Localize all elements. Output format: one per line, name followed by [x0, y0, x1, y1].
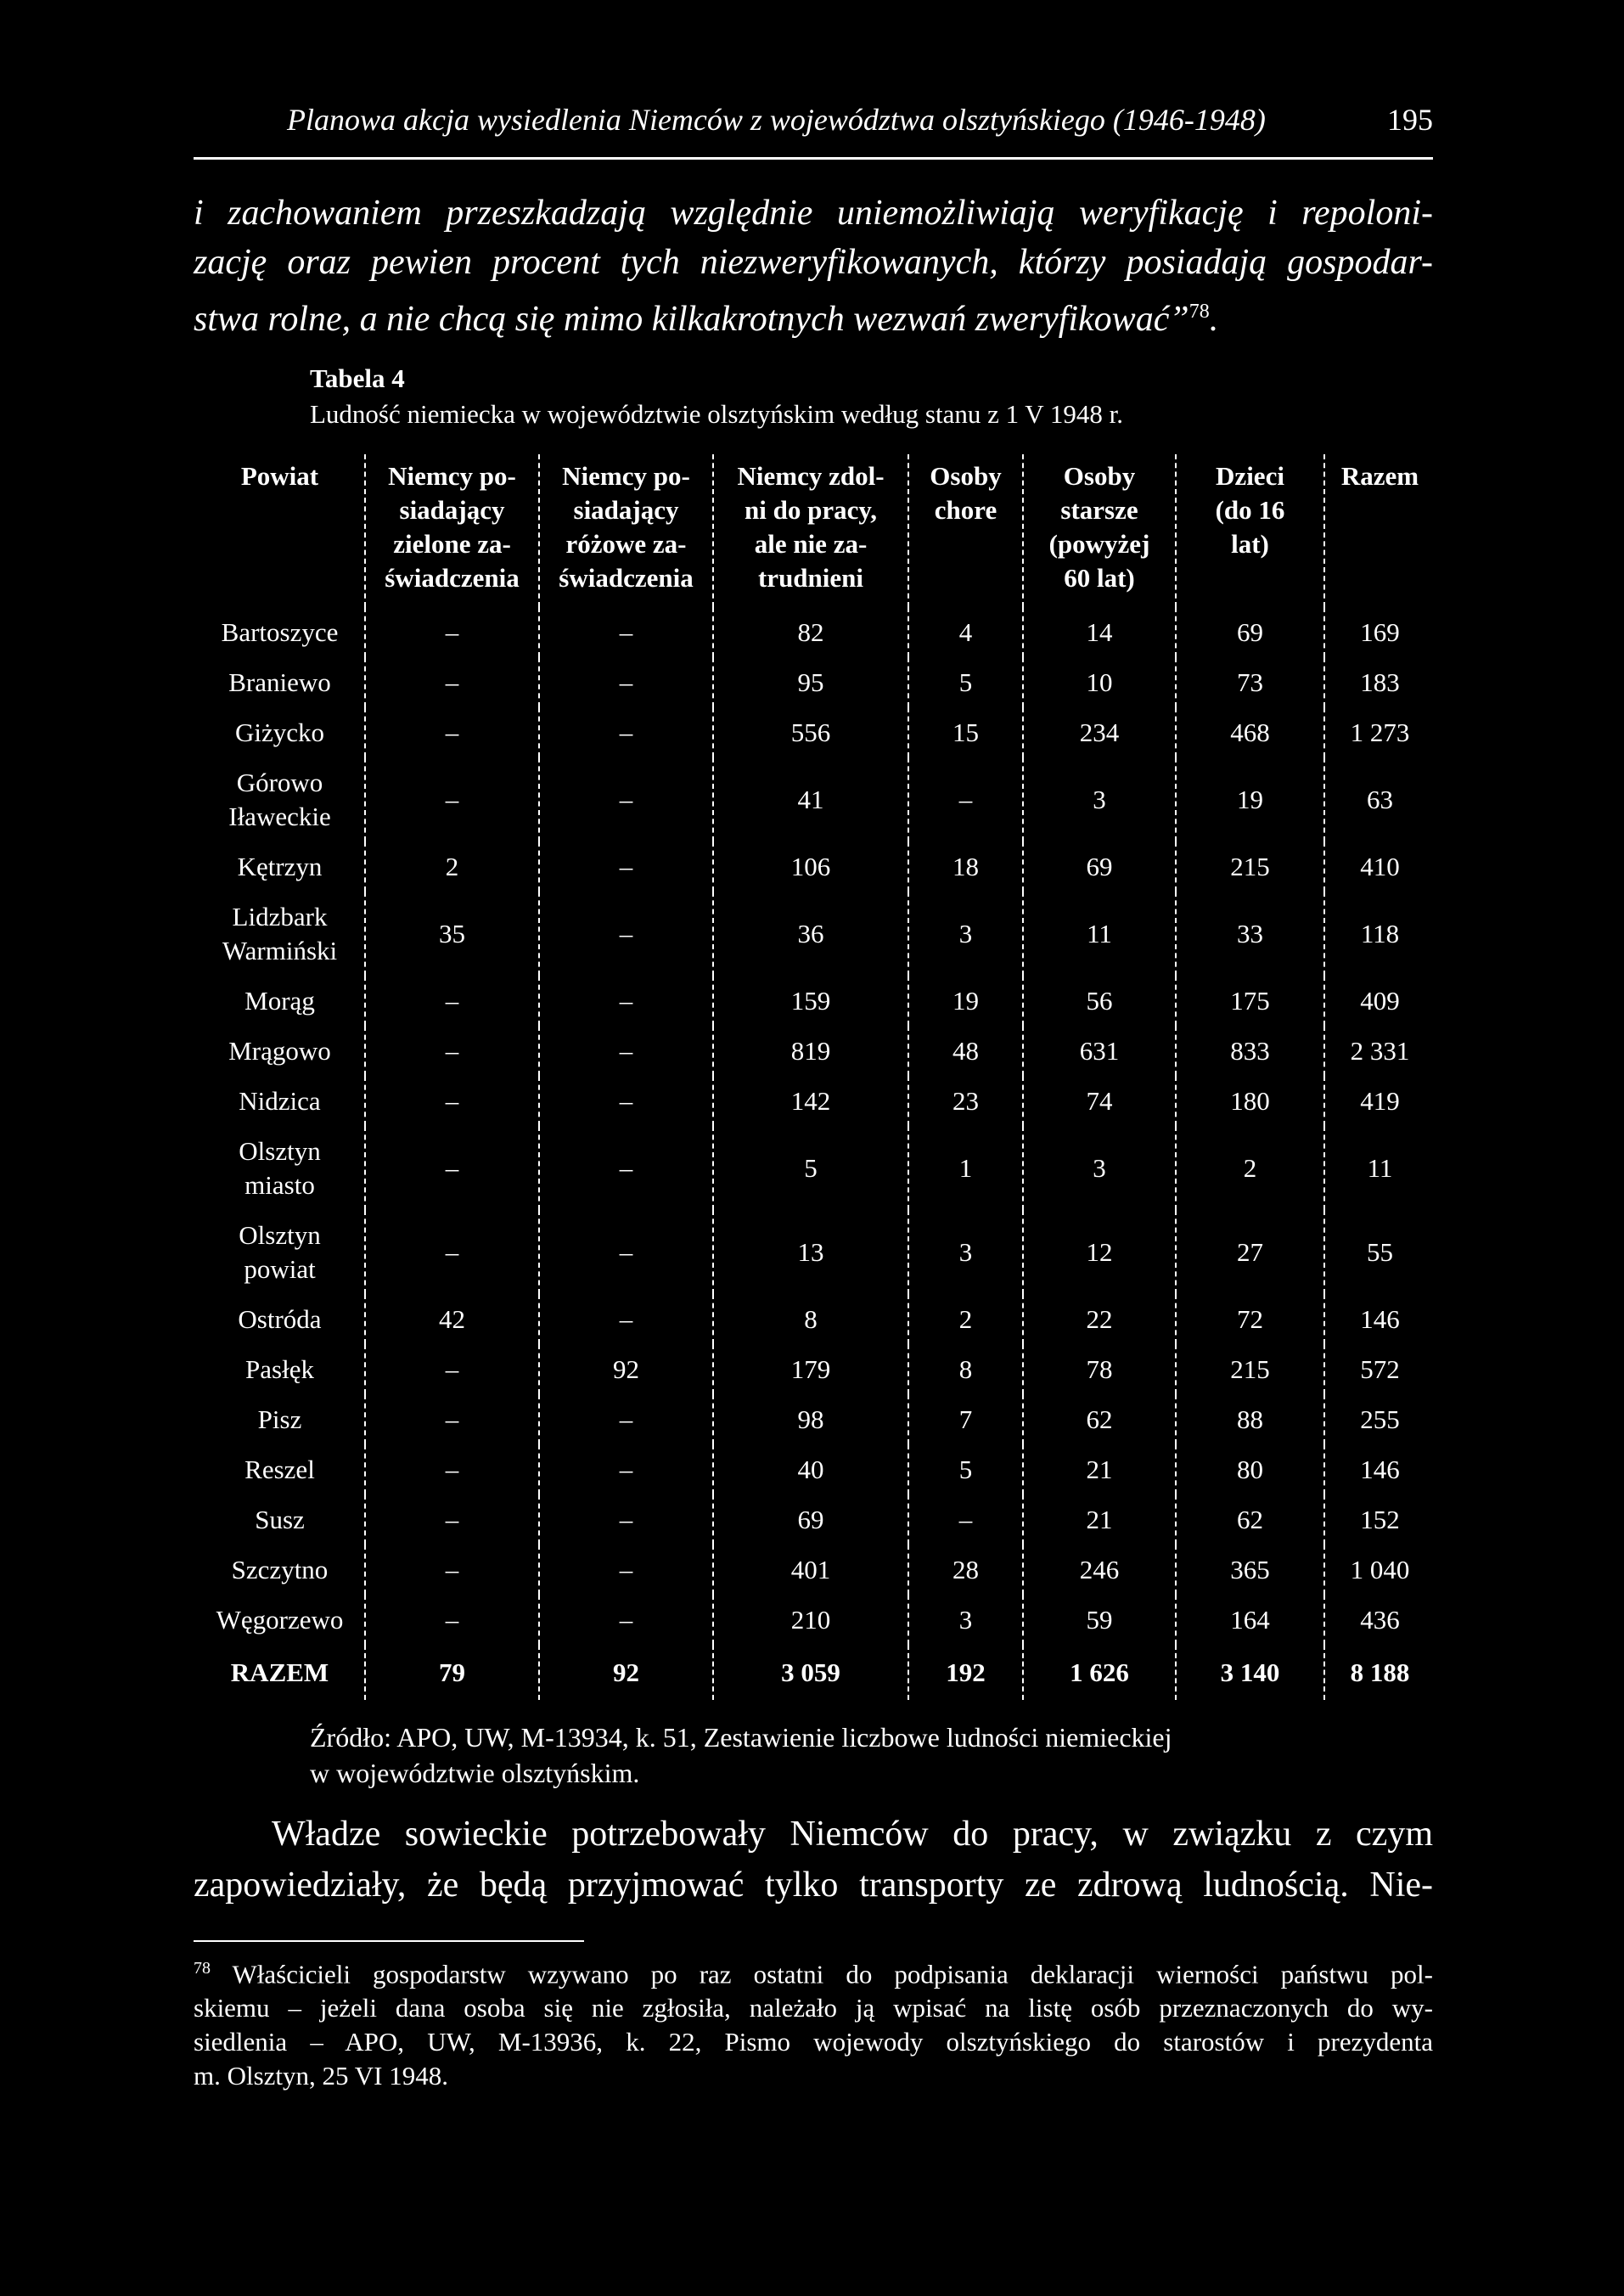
table-cell: –: [908, 757, 1023, 841]
table-row: [195, 1076, 1435, 1126]
table-cell: 80: [1176, 1444, 1324, 1494]
column-header-line: Niemcy po-: [388, 461, 516, 491]
page-number: 195: [1387, 103, 1433, 137]
column-header-line: Niemcy po-: [562, 461, 690, 491]
table-cell: 152: [1324, 1494, 1435, 1545]
footnote-text: Właścicieli gospodarstw wzywano po raz ostatni do podpisania deklaracji wierności państwu pol-: [232, 1959, 1433, 1989]
table-cell: –: [539, 892, 713, 976]
table-cell: –: [539, 757, 713, 841]
table-cell: 21: [1023, 1444, 1176, 1494]
column-header-line: (powyżej: [1048, 529, 1150, 559]
district-name: [195, 892, 365, 976]
table-cell: 92: [539, 1344, 713, 1394]
table-cell: –: [365, 1026, 539, 1076]
table-cell: –: [908, 1494, 1023, 1545]
district-name: [195, 1210, 365, 1294]
table-cell: –: [365, 1494, 539, 1545]
table-cell: 246: [1023, 1545, 1176, 1595]
table-cell: 10: [1023, 657, 1176, 707]
table-cell: –: [365, 607, 539, 657]
table-cell: –: [365, 657, 539, 707]
table-cell: 2: [365, 841, 539, 892]
column-header: [539, 454, 713, 607]
table-cell: 179: [713, 1344, 908, 1394]
table-cell: 41: [713, 757, 908, 841]
district-name-line: Pasłęk: [245, 1353, 314, 1384]
total-cell: 192: [908, 1645, 1023, 1700]
table-cell: –: [539, 841, 713, 892]
table-cell: 3: [908, 892, 1023, 976]
table-cell: 106: [713, 841, 908, 892]
column-header-line: siadający: [573, 495, 679, 525]
district-name-line: Ostróda: [238, 1303, 322, 1334]
column-header: [713, 454, 908, 607]
total-cell: 3 059: [713, 1645, 908, 1700]
table-cell: 69: [1023, 841, 1176, 892]
intro-line: i zachowaniem przeszkadzają względnie uniemożliwiają weryfikację i repoloni-: [194, 194, 1433, 233]
footnote-line: skiemu – jeżeli dana osoba się nie zgłosiła, należało ją wpisać na listę osób przeznaczonych do wy-: [194, 1993, 1433, 2023]
table-row: [195, 1210, 1435, 1294]
table-cell: 55: [1324, 1210, 1435, 1294]
table-cell: 7: [908, 1394, 1023, 1444]
table-cell: 98: [713, 1394, 908, 1444]
table-cell: 8: [908, 1344, 1023, 1394]
table-cell: 146: [1324, 1444, 1435, 1494]
footnote-rule: [194, 1940, 584, 1942]
column-header-line: Razem: [1340, 461, 1419, 491]
table-cell: –: [539, 976, 713, 1026]
table-cell: 468: [1176, 707, 1324, 757]
footnote-line: m. Olsztyn, 25 VI 1948.: [194, 2061, 448, 2091]
table-row: [195, 1026, 1435, 1076]
district-name: [195, 757, 365, 841]
table-cell: 74: [1023, 1076, 1176, 1126]
table-cell: 146: [1324, 1294, 1435, 1344]
column-header: [1176, 454, 1324, 607]
district-name-line: Braniewo: [228, 667, 331, 697]
district-name-line: Morąg: [244, 985, 315, 1016]
table-cell: 11: [1324, 1126, 1435, 1210]
table-cell: 59: [1023, 1595, 1176, 1645]
column-header-line: (do 16: [1215, 495, 1285, 525]
table-cell: 5: [713, 1126, 908, 1210]
district-name-line: Susz: [255, 1504, 305, 1534]
column-header-line: ale nie za-: [754, 529, 868, 559]
district-name: [195, 1444, 365, 1494]
population-table: [195, 454, 1435, 1700]
footnote: [194, 1951, 1433, 2093]
table-cell: 159: [713, 976, 908, 1026]
table-cell: –: [539, 1026, 713, 1076]
column-header-line: Osoby: [930, 461, 1002, 491]
table-cell: 2 331: [1324, 1026, 1435, 1076]
table-label: Tabela 4: [310, 363, 405, 393]
table-cell: 183: [1324, 657, 1435, 707]
table-row: [195, 657, 1435, 707]
table-cell: 118: [1324, 892, 1435, 976]
column-header: [1324, 454, 1435, 607]
table-cell: 40: [713, 1444, 908, 1494]
district-name-line: Nidzica: [239, 1085, 321, 1116]
total-cell: 92: [539, 1645, 713, 1700]
table-cell: 11: [1023, 892, 1176, 976]
table-cell: –: [365, 757, 539, 841]
table-row: [195, 841, 1435, 892]
column-header: [195, 454, 365, 607]
district-name-line: Górowo: [236, 767, 323, 797]
table-cell: 164: [1176, 1595, 1324, 1645]
table-cell: 33: [1176, 892, 1324, 976]
intro-line-last: [194, 287, 1433, 344]
table-cell: 631: [1023, 1026, 1176, 1076]
table-cell: –: [365, 1126, 539, 1210]
table-cell: –: [365, 1595, 539, 1645]
district-name: [195, 976, 365, 1026]
district-name-line: Olsztyn: [239, 1135, 321, 1166]
table-cell: 572: [1324, 1344, 1435, 1394]
table-cell: 62: [1023, 1394, 1176, 1444]
district-name: [195, 841, 365, 892]
district-name-line: Reszel: [244, 1454, 315, 1484]
district-name: [195, 1494, 365, 1545]
table-cell: 23: [908, 1076, 1023, 1126]
column-header: [365, 454, 539, 607]
total-row: [195, 1645, 1435, 1700]
table-row: [195, 1344, 1435, 1394]
table-cell: 4: [908, 607, 1023, 657]
running-head-title: Planowa akcja wysiedlenia Niemców z województwa olsztyńskiego (1946-1948): [287, 103, 1266, 137]
district-name: [195, 1126, 365, 1210]
table-cell: 5: [908, 1444, 1023, 1494]
column-header-line: lat): [1231, 529, 1269, 559]
column-header-line: ni do pracy,: [745, 495, 877, 525]
table-cell: –: [365, 1394, 539, 1444]
column-header-line: Powiat: [240, 461, 319, 491]
district-name-line: Lidzbark: [232, 901, 328, 931]
table-cell: –: [539, 1294, 713, 1344]
table-cell: 62: [1176, 1494, 1324, 1545]
table-cell: –: [365, 1344, 539, 1394]
footnote-line: siedlenia – APO, UW, M-13936, k. 22, Pismo wojewody olsztyńskiego do starostów i prezydenta: [194, 2027, 1433, 2057]
district-name: [195, 1394, 365, 1444]
table-cell: 3: [908, 1210, 1023, 1294]
table-cell: 3: [1023, 757, 1176, 841]
table-cell: –: [539, 1595, 713, 1645]
total-cell: 79: [365, 1645, 539, 1700]
intro-line-text: stwa rolne, a nie chcą się mimo kilkakrotnych wezwań zweryfikować”: [194, 300, 1189, 339]
column-header: [1023, 454, 1176, 607]
body-line: Władze sowieckie potrzebowały Niemców do pracy, w związku z czym: [272, 1815, 1433, 1854]
total-cell: 1 626: [1023, 1645, 1176, 1700]
table-cell: 36: [713, 892, 908, 976]
table-row: [195, 607, 1435, 657]
district-name-line: miasto: [244, 1169, 315, 1200]
column-header-line: zielone za-: [393, 529, 511, 559]
table-cell: 2: [1176, 1126, 1324, 1210]
table-cell: 2: [908, 1294, 1023, 1344]
district-name-line: powiat: [244, 1253, 316, 1284]
table-caption: [310, 361, 1123, 432]
table-cell: –: [365, 976, 539, 1026]
table-body: [195, 607, 1435, 1700]
table-cell: 19: [908, 976, 1023, 1026]
table-cell: 88: [1176, 1394, 1324, 1444]
table-cell: 5: [908, 657, 1023, 707]
district-name-line: Mrągowo: [228, 1035, 331, 1066]
table-cell: 27: [1176, 1210, 1324, 1294]
table-cell: 410: [1324, 841, 1435, 892]
table-cell: 56: [1023, 976, 1176, 1026]
district-name: [195, 1076, 365, 1126]
table-cell: 175: [1176, 976, 1324, 1026]
column-header-line: siadający: [399, 495, 505, 525]
table-cell: 69: [1176, 607, 1324, 657]
table-cell: –: [365, 1545, 539, 1595]
column-header-line: Osoby: [1063, 461, 1136, 491]
table-cell: 8: [713, 1294, 908, 1344]
table-cell: 409: [1324, 976, 1435, 1026]
district-name-line: Szczytno: [231, 1554, 329, 1584]
table-row: [195, 1444, 1435, 1494]
table-cell: –: [365, 1444, 539, 1494]
table-cell: 419: [1324, 1076, 1435, 1126]
column-header-line: świadczenia: [385, 563, 520, 593]
footnote-number: 78: [194, 1959, 211, 1978]
column-header-line: trudnieni: [757, 563, 864, 593]
district-name-line: Olsztyn: [239, 1219, 321, 1250]
table-cell: –: [539, 1545, 713, 1595]
district-name-line: Kętrzyn: [237, 851, 323, 881]
body-line: zapowiedziały, że będą przyjmować tylko transporty ze zdrową ludnością. Nie-: [194, 1866, 1433, 1905]
running-head: [194, 95, 1433, 146]
table-cell: 19: [1176, 757, 1324, 841]
table-cell: –: [539, 657, 713, 707]
table-cell: 13: [713, 1210, 908, 1294]
table-cell: –: [539, 707, 713, 757]
column-header-line: świadczenia: [559, 563, 694, 593]
total-label: RAZEM: [230, 1657, 329, 1687]
table-cell: –: [539, 1126, 713, 1210]
district-name-line: Bartoszyce: [221, 616, 339, 647]
table-cell: –: [539, 1494, 713, 1545]
table-cell: 63: [1324, 757, 1435, 841]
table-cell: 365: [1176, 1545, 1324, 1595]
body-paragraph: [194, 1809, 1433, 1911]
district-name: [195, 1545, 365, 1595]
table-cell: 436: [1324, 1595, 1435, 1645]
table-cell: 28: [908, 1545, 1023, 1595]
table-cell: 22: [1023, 1294, 1176, 1344]
table-cell: 210: [713, 1595, 908, 1645]
table-cell: 42: [365, 1294, 539, 1344]
table-row: [195, 1394, 1435, 1444]
table-cell: –: [539, 1394, 713, 1444]
district-name: [195, 1026, 365, 1076]
table-cell: –: [539, 1444, 713, 1494]
column-header-line: starsze: [1060, 495, 1138, 525]
district-name: [195, 657, 365, 707]
table-cell: –: [365, 707, 539, 757]
table-cell: –: [539, 1210, 713, 1294]
header-rule: [194, 157, 1433, 160]
source-line: w województwie olsztyńskim.: [310, 1758, 640, 1788]
column-header-line: 60 lat): [1064, 563, 1135, 593]
table-cell: 78: [1023, 1344, 1176, 1394]
table-row: [195, 1595, 1435, 1645]
table-cell: 3: [908, 1595, 1023, 1645]
table-cell: 142: [713, 1076, 908, 1126]
table-cell: –: [539, 1076, 713, 1126]
table-row: [195, 707, 1435, 757]
table-cell: –: [539, 607, 713, 657]
table-cell: 15: [908, 707, 1023, 757]
table-cell: 73: [1176, 657, 1324, 707]
table-cell: 833: [1176, 1026, 1324, 1076]
table-cell: 1 040: [1324, 1545, 1435, 1595]
district-name: [195, 707, 365, 757]
column-header-line: Dzieci: [1216, 461, 1284, 491]
table-cell: 180: [1176, 1076, 1324, 1126]
district-name-line: Węgorzewo: [216, 1604, 344, 1635]
table-row: [195, 976, 1435, 1026]
total-cell: 8 188: [1324, 1645, 1435, 1700]
table-cell: 18: [908, 841, 1023, 892]
table-cell: 82: [713, 607, 908, 657]
footnote-line: [194, 1951, 1433, 1991]
district-name: [195, 1294, 365, 1344]
intro-line: zację oraz pewien procent tych niezweryfikowanych, którzy posiadają gospodar-: [194, 243, 1433, 282]
district-name-line: Giżycko: [234, 717, 325, 747]
table-row: [195, 1545, 1435, 1595]
table-row: [195, 1126, 1435, 1210]
table-cell: 14: [1023, 607, 1176, 657]
table-cell: 1 273: [1324, 707, 1435, 757]
table-cell: 215: [1176, 841, 1324, 892]
table-cell: 169: [1324, 607, 1435, 657]
table-row: [195, 1494, 1435, 1545]
table-cell: 556: [713, 707, 908, 757]
table-cell: 12: [1023, 1210, 1176, 1294]
district-name-line: Warmiński: [222, 935, 338, 965]
total-cell: 3 140: [1176, 1645, 1324, 1700]
table-cell: 35: [365, 892, 539, 976]
table-cell: 69: [713, 1494, 908, 1545]
table-cell: 95: [713, 657, 908, 707]
table-cell: 401: [713, 1545, 908, 1595]
district-name-line: Iławeckie: [228, 801, 331, 831]
table-cell: 72: [1176, 1294, 1324, 1344]
table-row: [195, 757, 1435, 841]
intro-line-end: .: [1209, 300, 1219, 339]
table-cell: 819: [713, 1026, 908, 1076]
table-cell: 21: [1023, 1494, 1176, 1545]
table-cell: –: [365, 1210, 539, 1294]
column-header-line: chore: [934, 495, 997, 525]
column-header-line: różowe za-: [565, 529, 687, 559]
footnote-reference: 78: [1188, 301, 1210, 323]
district-name: [195, 1595, 365, 1645]
table-source: [310, 1719, 1329, 1791]
district-name: [195, 1344, 365, 1394]
district-name: [195, 607, 365, 657]
table-cell: –: [365, 1076, 539, 1126]
column-header: [908, 454, 1023, 607]
table-cell: 234: [1023, 707, 1176, 757]
table-cell: 255: [1324, 1394, 1435, 1444]
column-header-line: Niemcy zdol-: [737, 461, 885, 491]
table-cell: 48: [908, 1026, 1023, 1076]
table-row: [195, 1294, 1435, 1344]
source-line: Źródło: APO, UW, M-13934, k. 51, Zestawienie liczbowe ludności niemieckiej: [310, 1722, 1172, 1753]
intro-paragraph: [194, 189, 1433, 344]
table-header-row: [195, 454, 1435, 607]
table-cell: 3: [1023, 1126, 1176, 1210]
table-title: Ludność niemiecka w województwie olsztyńskim według stanu z 1 V 1948 r.: [310, 399, 1123, 429]
district-name-line: Pisz: [257, 1404, 302, 1434]
table-cell: 215: [1176, 1344, 1324, 1394]
table-cell: 1: [908, 1126, 1023, 1210]
table-row: [195, 892, 1435, 976]
